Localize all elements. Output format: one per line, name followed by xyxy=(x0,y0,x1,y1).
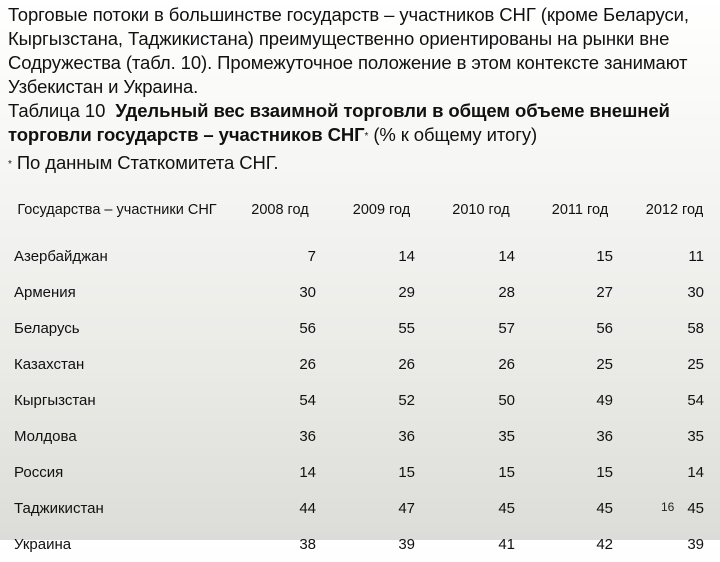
table-header-row xyxy=(0,182,720,238)
table-row xyxy=(0,346,720,382)
table-row xyxy=(0,238,720,274)
value-cell: 15 xyxy=(596,463,613,481)
value-cell: 44 xyxy=(299,499,316,517)
country-cell: Азербайджан xyxy=(14,247,108,265)
table-unit: (% к общему итогу) xyxy=(373,124,538,145)
country-cell: Таджикистан xyxy=(14,499,104,517)
value-cell: 28 xyxy=(498,283,515,301)
column-header-year: 2009 год xyxy=(352,202,411,218)
table-row xyxy=(0,490,720,526)
page-number: 16 xyxy=(661,500,675,514)
value-cell: 57 xyxy=(498,319,515,337)
value-cell: 14 xyxy=(687,463,704,481)
footnote-mark: * xyxy=(8,159,12,170)
value-cell: 41 xyxy=(498,535,515,553)
value-cell: 49 xyxy=(596,391,613,409)
value-cell: 56 xyxy=(299,319,316,337)
value-cell: 26 xyxy=(299,355,316,373)
column-header-year: 2010 год xyxy=(452,202,510,218)
value-cell: 58 xyxy=(687,319,704,337)
title-footnote-mark: * xyxy=(364,131,369,142)
table-caption xyxy=(8,99,716,151)
table-row xyxy=(0,382,720,418)
value-cell: 26 xyxy=(398,355,415,373)
value-cell: 38 xyxy=(299,535,316,553)
table-row xyxy=(0,454,720,490)
value-cell: 7 xyxy=(307,247,316,265)
country-cell: Армения xyxy=(14,283,76,301)
column-header-year: 2008 год xyxy=(251,202,309,218)
table-title: Удельный вес взаимной торговли в общем объеме внешней торговли государств – участников СНГ xyxy=(8,100,670,145)
value-cell: 30 xyxy=(687,283,704,301)
value-cell: 47 xyxy=(398,499,415,517)
value-cell: 14 xyxy=(299,463,316,481)
value-cell: 52 xyxy=(398,391,415,409)
country-cell: Россия xyxy=(14,463,64,481)
trade-share-table xyxy=(0,182,720,562)
value-cell: 14 xyxy=(398,247,415,265)
country-cell: Беларусь xyxy=(14,319,80,337)
value-cell: 36 xyxy=(596,427,613,445)
value-cell: 27 xyxy=(596,283,613,301)
intro-text xyxy=(8,3,716,179)
value-cell: 11 xyxy=(688,247,704,265)
value-cell: 15 xyxy=(596,247,613,265)
table-row xyxy=(0,310,720,346)
value-cell: 29 xyxy=(398,283,415,301)
value-cell: 15 xyxy=(398,463,415,481)
intro-paragraph: Торговые потоки в большинстве государств – участников СНГ (кроме Беларуси, Кыргызстана, Таджикистана) преимущественно ориентированы на рынки вне Содружества (табл. 10). Промежуточное положение в этом контексте занимают Узбекистан и Украина. xyxy=(8,4,689,97)
column-header-country: Государства – участники СНГ xyxy=(17,202,217,218)
value-cell: 55 xyxy=(398,319,415,337)
value-cell: 42 xyxy=(596,535,613,553)
value-cell: 50 xyxy=(498,391,515,409)
table-row xyxy=(0,274,720,310)
column-header-year: 2011 год xyxy=(551,202,609,218)
value-cell: 39 xyxy=(398,535,415,553)
value-cell: 30 xyxy=(299,283,316,301)
table-row xyxy=(0,526,720,562)
value-cell: 39 xyxy=(687,535,704,553)
value-cell: 45 xyxy=(687,499,704,517)
value-cell: 35 xyxy=(498,427,515,445)
value-cell: 45 xyxy=(498,499,515,517)
column-header-year: 2012 год xyxy=(645,202,704,218)
value-cell: 25 xyxy=(596,355,613,373)
country-cell: Украина xyxy=(14,535,72,553)
value-cell: 15 xyxy=(498,463,515,481)
value-cell: 36 xyxy=(398,427,415,445)
value-cell: 14 xyxy=(498,247,515,265)
country-cell: Казахстан xyxy=(14,355,85,373)
value-cell: 25 xyxy=(687,355,704,373)
footnote-text: По данным Статкомитета СНГ. xyxy=(16,152,279,173)
value-cell: 26 xyxy=(498,355,515,373)
footnote xyxy=(8,151,716,179)
value-cell: 54 xyxy=(299,391,316,409)
value-cell: 45 xyxy=(596,499,613,517)
value-cell: 36 xyxy=(299,427,316,445)
value-cell: 54 xyxy=(687,391,704,409)
value-cell: 35 xyxy=(687,427,704,445)
table-label: Таблица 10 xyxy=(8,100,106,121)
table-row xyxy=(0,418,720,454)
value-cell: 56 xyxy=(596,319,613,337)
country-cell: Кыргызстан xyxy=(14,391,96,409)
country-cell: Молдова xyxy=(14,427,77,445)
